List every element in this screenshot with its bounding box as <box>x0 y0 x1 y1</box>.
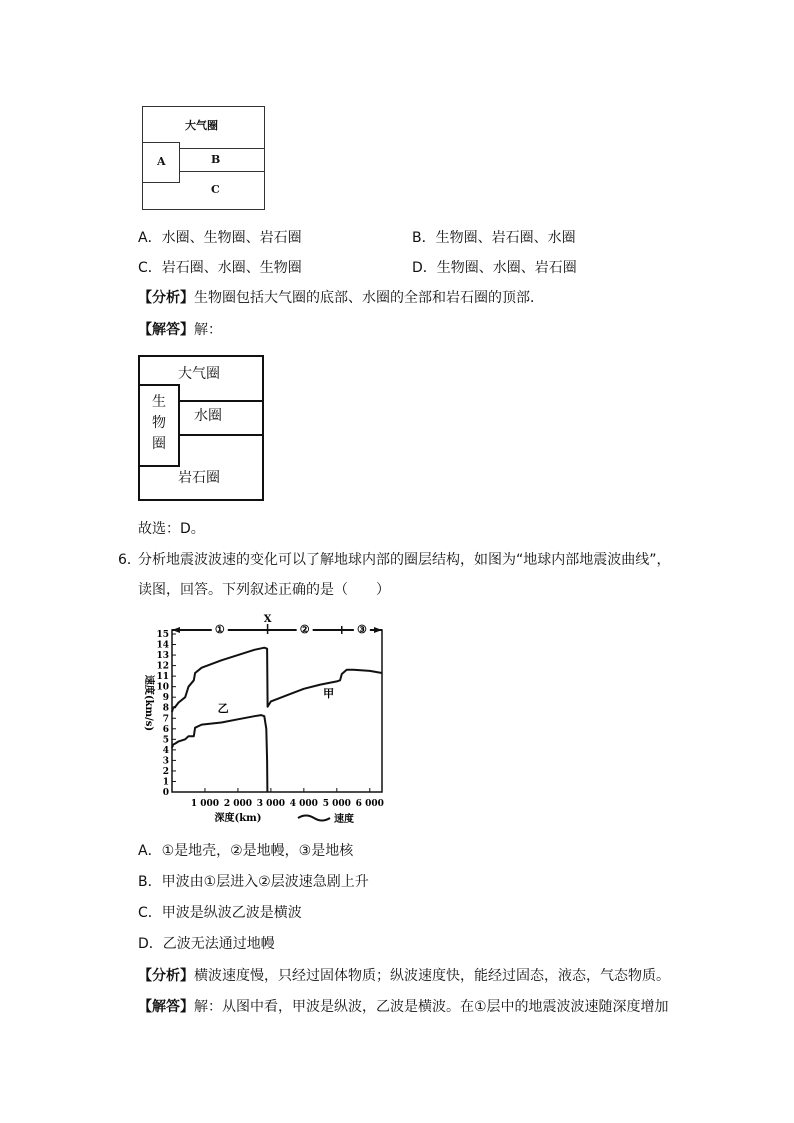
q5-option-c: C．岩石圈、水圈、生物圈 <box>138 260 302 276</box>
q5-answer-text: 解： <box>194 322 222 338</box>
diagram2-bio-char-2: 物 <box>152 415 166 431</box>
q5-option-a: A．水圈、生物圈、岩石圈 <box>138 230 302 246</box>
layer-label-3: ③ <box>356 623 367 636</box>
diagram1-atmosphere-label: 大气圈 <box>185 119 218 132</box>
q5-option-b: B．生物圈、岩石圈、水圈 <box>412 230 576 246</box>
q6-option-b: B．甲波由①层进入②层波速急剧上升 <box>138 874 369 890</box>
y-tick-label: 4 <box>162 745 169 756</box>
y-tick-label: 5 <box>162 735 169 746</box>
y-tick-label: 0 <box>162 788 169 798</box>
series-label-jia: 甲 <box>323 687 335 701</box>
legend-label: 速度 <box>334 814 354 825</box>
seismic-wave-chart <box>128 610 390 828</box>
x-tick-label: 5 000 <box>322 799 351 809</box>
layer-label-1: ① <box>214 623 225 636</box>
q5-option-d: D．生物圈、水圈、岩石圈 <box>412 260 577 276</box>
layer-band-arrow-right <box>374 627 382 633</box>
x-tick-label: 2 000 <box>223 799 253 809</box>
y-tick-label: 13 <box>156 651 169 662</box>
series-label-yi: 乙 <box>217 701 229 715</box>
q6-option-c: C．甲波是纵波乙波是横波 <box>138 905 302 921</box>
diagram2-atmosphere-label: 大气圈 <box>178 366 220 382</box>
diagram2-biosphere-box <box>138 384 180 467</box>
q6-analysis <box>138 966 670 986</box>
q6-analysis-tag: 【分析】 <box>138 968 194 984</box>
q6-analysis-text: 横波速度慢，只经过固体物质；纵波速度快，能经过固态，液态，气态物质。 <box>194 968 670 984</box>
diagram1-c-label: C <box>211 183 220 196</box>
diagram2-divider-water <box>178 400 262 402</box>
x-tick-label: 3 000 <box>256 799 285 809</box>
diagram2-bio-char-3: 圈 <box>152 436 166 452</box>
y-tick-label: 11 <box>156 672 169 683</box>
y-tick-label: 2 <box>162 766 169 777</box>
diagram2-water-label: 水圈 <box>194 408 222 424</box>
q5-answer <box>138 320 222 340</box>
q6-option-a: A．①是地壳，②是地幔，③是地核 <box>138 843 354 859</box>
y-tick-label: 10 <box>156 682 169 693</box>
q5-analysis-text: 生物圈包括大气圈的底部、水圈的全部和岩石圈的顶部． <box>194 290 544 306</box>
y-tick-label: 7 <box>162 714 169 725</box>
sphere-diagram-answer <box>138 355 264 501</box>
y-tick-label: 1 <box>162 777 169 788</box>
q6-stem-line1: 分析地震波波速的变化可以了解地球内部的圈层结构，如图为“地球内部地震波曲线”， <box>138 552 671 568</box>
y-tick-label: 3 <box>162 756 169 767</box>
y-tick-label: 8 <box>162 703 169 714</box>
x-tick-label: 4 000 <box>289 799 318 809</box>
y-tick-label: 9 <box>162 693 169 704</box>
legend-line <box>298 816 330 821</box>
q5-analysis <box>138 288 544 308</box>
diagram2-rock-label: 岩石圈 <box>178 470 220 486</box>
diagram1-a-label: A <box>157 155 166 168</box>
sphere-diagram-question <box>142 106 265 210</box>
q6-answer <box>138 997 669 1017</box>
series-line-yi <box>172 715 267 792</box>
diagram2-bio-char-1: 生 <box>152 394 166 410</box>
layer-label-2: ② <box>299 623 310 636</box>
q5-conclusion: 故选：D。 <box>138 521 205 537</box>
layer-band-arrow-left <box>172 627 180 633</box>
diagram1-divider-b <box>179 148 264 149</box>
plot-frame <box>172 630 382 792</box>
diagram1-divider-c <box>179 171 264 172</box>
x-tick-label: 6 000 <box>355 799 384 809</box>
q6-stem-line2: 读图，回答。下列叙述正确的是（ ） <box>138 582 390 598</box>
x-axis-label: 深度(km) <box>214 813 262 824</box>
q6-answer-text: 解：从图中看，甲波是纵波，乙波是横波。在①层中的地震波波速随深度增加 <box>194 999 669 1015</box>
y-tick-label: 6 <box>162 724 169 735</box>
diagram1-a-box <box>142 142 180 183</box>
series-line-jia <box>172 648 382 712</box>
q6-number: 6． <box>118 552 141 568</box>
q6-answer-tag: 【解答】 <box>138 999 194 1015</box>
q5-answer-tag: 【解答】 <box>138 322 194 338</box>
y-tick-label: 15 <box>156 630 169 640</box>
boundary-label-x: X <box>263 614 272 625</box>
q6-option-d: D．乙波无法通过地幔 <box>138 936 275 952</box>
y-tick-label: 14 <box>156 640 169 651</box>
y-tick-label: 12 <box>156 661 169 672</box>
y-axis-label: 速度(km/s) <box>143 674 154 732</box>
q5-analysis-tag: 【分析】 <box>138 290 194 306</box>
diagram1-b-label: B <box>211 153 221 166</box>
x-tick-label: 1 000 <box>190 799 220 809</box>
